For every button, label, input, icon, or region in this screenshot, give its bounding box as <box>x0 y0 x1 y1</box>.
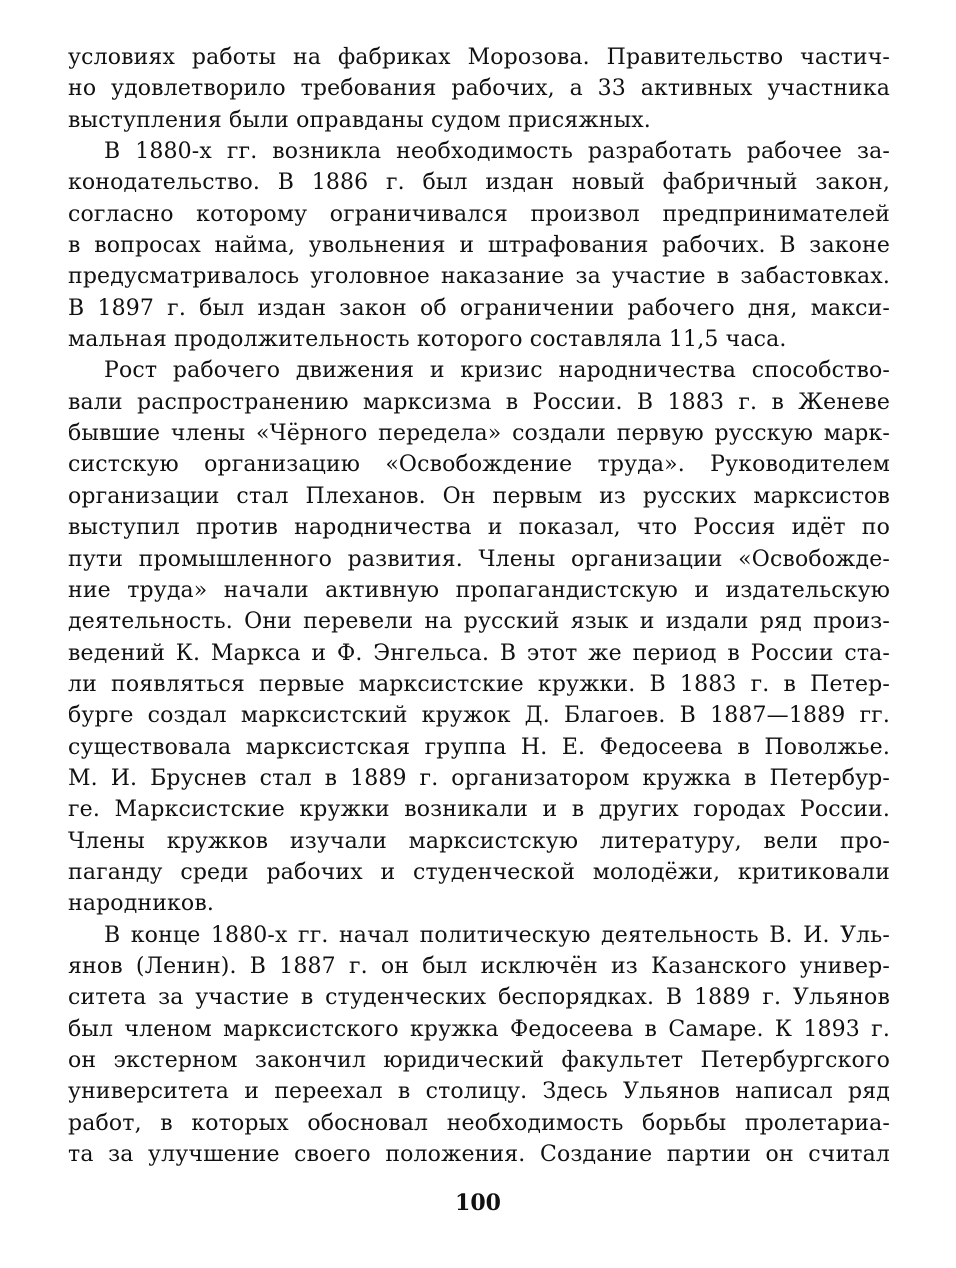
text-line: существовала марксистская группа Н. Е. Федосеева в Поволжье. <box>68 734 890 760</box>
text-line: выступил против народничества и показал, что Россия идёт по <box>68 515 890 541</box>
text-line: та за улучшение своего положения. Создание партии он считал <box>68 1142 890 1168</box>
text-line: ведений К. Маркса и Ф. Энгельса. В этот же период в России ста- <box>68 640 890 666</box>
text-line: В 1897 г. был издан закон об ограничении рабочего дня, макси- <box>68 295 890 321</box>
text-line: бывшие члены «Чёрного передела» создали первую русскую марк- <box>68 421 890 447</box>
text-line: предусматривалось уголовное наказание за участие в забастовках. <box>68 264 890 290</box>
text-line: работ, в которых обосновал необходимость борьбы пролетариа- <box>68 1110 890 1136</box>
text-line: народников. <box>68 891 215 917</box>
text-line: согласно которому ограничивался произвол предпринимателей <box>68 201 890 227</box>
text-line: бурге создал марксистский кружок Д. Благоев. В 1887—1889 гг. <box>68 703 890 729</box>
text-line: мальная продолжительность которого составляла 11,5 часа. <box>68 327 787 353</box>
paragraph-4 <box>68 920 890 1171</box>
text-line: был членом марксистского кружка Федосеева в Самаре. К 1893 г. <box>68 1016 890 1042</box>
text-line: ситета за участие в студенческих беспорядках. В 1889 г. Ульянов <box>68 985 890 1011</box>
text-line: Рост рабочего движения и кризис народничества способство- <box>104 358 890 384</box>
text-line: конодательство. В 1886 г. был издан новый фабричный закон, <box>68 170 890 196</box>
text-line: условиях работы на фабриках Морозова. Правительство частич- <box>68 45 890 70</box>
text-line: М. И. Бруснев стал в 1889 г. организатором кружка в Петербур- <box>68 765 890 791</box>
text-line: Члены кружков изучали марксистскую литературу, вели про- <box>68 828 890 854</box>
page-number: 100 <box>455 1190 501 1216</box>
text-line: ли появляться первые марксистские кружки. В 1883 г. в Петер- <box>68 671 890 697</box>
text-line: организации стал Плеханов. Он первым из русских марксистов <box>68 483 890 509</box>
text-line: паганду среди рабочих и студенческой молодёжи, критиковали <box>68 859 890 885</box>
text-line: вали распространению марксизма в России. В 1883 г. в Женеве <box>68 389 890 415</box>
paragraph-1 <box>68 42 890 136</box>
text-line: университета и переехал в столицу. Здесь Ульянов написал ряд <box>68 1079 890 1105</box>
paragraph-2 <box>68 136 890 355</box>
paragraph-3 <box>68 355 890 919</box>
text-line: В 1880-х гг. возникла необходимость разработать рабочее за- <box>104 139 890 165</box>
page-body <box>68 42 890 1170</box>
text-line: ние труда» начали активную пропагандистскую и издательскую <box>68 577 890 603</box>
text-line: в вопросах найма, увольнения и штрафования рабочих. В законе <box>68 233 890 259</box>
text-line: он экстерном закончил юридический факультет Петербургского <box>68 1048 890 1073</box>
text-line: ге. Марксистские кружки возникали и в других городах России. <box>68 797 890 823</box>
text-line: В конце 1880-х гг. начал политическую деятельность В. И. Уль- <box>104 922 890 948</box>
text-line: пути промышленного развития. Члены организации «Освобожде- <box>68 546 890 572</box>
text-line: выступления были оправданы судом присяжных. <box>68 107 651 133</box>
text-line: деятельность. Они перевели на русский язык и издали ряд произ- <box>68 609 890 635</box>
text-line: но удовлетворило требования рабочих, а 33 активных участника <box>68 76 890 102</box>
text-line: янов (Ленин). В 1887 г. он был исключён из Казанского универ- <box>68 953 890 979</box>
text-line: систскую организацию «Освобождение труда». Руководителем <box>68 452 890 478</box>
